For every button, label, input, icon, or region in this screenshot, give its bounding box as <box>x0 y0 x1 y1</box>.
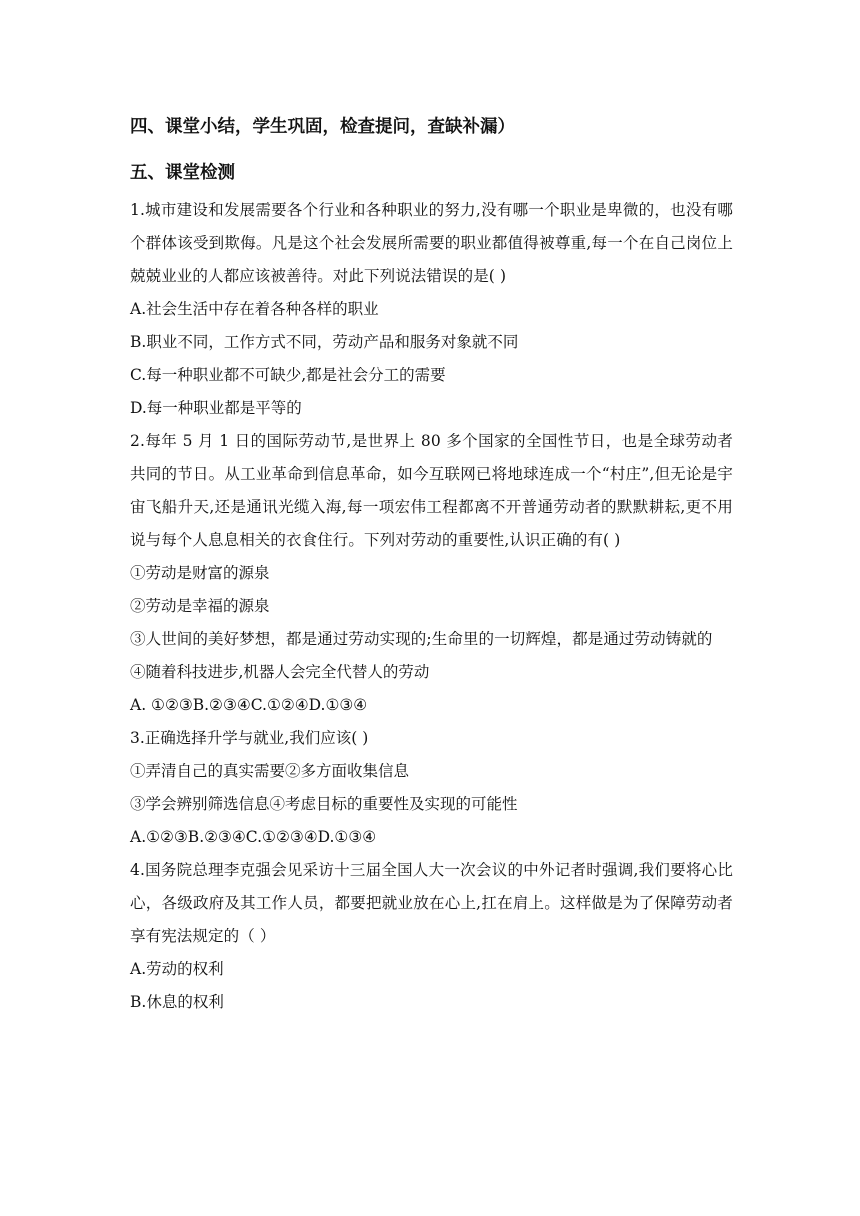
section-heading-summary: 四、课堂小结，学生巩固，检查提问，查缺补漏） <box>130 117 515 137</box>
question-1 <box>130 194 740 425</box>
question-2-answer-options: A. ①②③B.②③④C.①②④D.①③④ <box>130 696 368 714</box>
question-1-option-a: A.社会生活中存在着各种各样的职业 <box>130 300 379 318</box>
question-3-item-1: ①弄清自己的真实需要②多方面收集信息 <box>130 762 410 780</box>
question-2-stem: 2.每年 5 月 1 日的国际劳动节,是世界上 80 多个国家的全国性节日，也是全球劳动者共同的节日。从工业革命到信息革命，如今互联网已将地球连成一个“村庄”,但无论是宇宙飞船升天,还是通讯光缆入海,每一项宏伟工程都离不开普通劳动者的默默耕耘,更不用说与每个人息息相关的衣食住行。下列对劳动的重要性,认识正确的有( ) <box>130 432 733 549</box>
question-3-item-2: ③学会辨别筛选信息④考虑目标的重要性及实现的可能性 <box>130 795 518 813</box>
question-2-item-3: ③人世间的美好梦想，都是通过劳动实现的;生命里的一切辉煌，都是通过劳动铸就的 <box>130 630 713 648</box>
section-heading-test: 五、课堂检测 <box>130 163 235 183</box>
question-1-option-b: B.职业不同，工作方式不同，劳动产品和服务对象就不同 <box>130 333 519 351</box>
question-3-stem: 3.正确选择升学与就业,我们应该( ) <box>130 729 369 747</box>
question-2-item-4: ④随着科技进步,机器人会完全代替人的劳动 <box>130 663 430 681</box>
question-2-item-2: ②劳动是幸福的源泉 <box>130 597 270 615</box>
document-page <box>130 110 740 1019</box>
question-2-item-1: ①劳动是财富的源泉 <box>130 564 270 582</box>
question-4-option-a: A.劳动的权利 <box>130 960 224 978</box>
question-4 <box>130 854 740 1019</box>
question-2 <box>130 425 740 722</box>
question-1-stem: 1.城市建设和发展需要各个行业和各种职业的努力,没有哪一个职业是卑微的，也没有哪个群体该受到欺侮。凡是这个社会发展所需要的职业都值得被尊重,每一个在自己岗位上兢兢业业的人都应该被善待。对此下列说法错误的是( ) <box>130 201 733 285</box>
question-4-option-b: B.休息的权利 <box>130 993 224 1011</box>
question-4-stem: 4.国务院总理李克强会见采访十三届全国人大一次会议的中外记者时强调,我们要将心比心，各级政府及其工作人员，都要把就业放在心上,扛在肩上。这样做是为了保障劳动者享有宪法规定的（ ） <box>130 861 733 945</box>
question-1-option-d: D.每一种职业都是平等的 <box>130 399 302 417</box>
question-1-option-c: C.每一种职业都不可缺少,都是社会分工的需要 <box>130 366 446 384</box>
question-3-answer-options: A.①②③B.②③④C.①②③④D.①③④ <box>130 828 377 846</box>
question-3 <box>130 722 740 854</box>
